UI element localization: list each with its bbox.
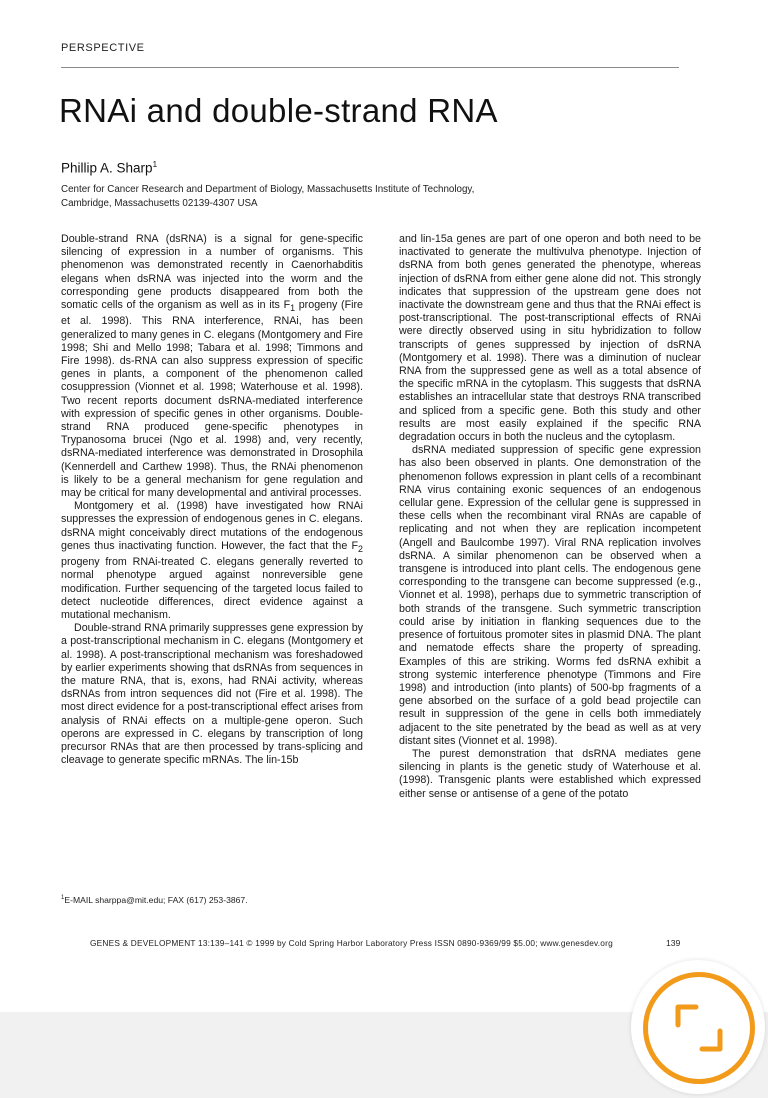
footnote-marker: 1 [61, 895, 65, 902]
affiliation-line-2: Cambridge, Massachusetts 02139-4307 USA [61, 197, 258, 209]
expand-button[interactable] [631, 960, 765, 1094]
body-column-right [399, 233, 701, 801]
body-paragraph: The purest demonstration that dsRNA mediates gene silencing in plants is the genetic study of Waterhouse et al. (1998). Transgenic plants were established which expressed either sense or antisense of a gene of the potato [399, 747, 701, 800]
affiliation-line-1: Center for Cancer Research and Department of Biology, Massachusetts Institute of Technology, [61, 184, 475, 195]
author-line [61, 160, 157, 176]
expand-corners-icon [672, 1001, 726, 1055]
body-paragraph: and lin-15a genes are part of one operon and both need to be inactivated to generate the multivulva phenotype. Injection of dsRNA from both genes generated the phenotype, whereas injection of dsRNA from either gene alone did not. This strongly indicates that suppression of the upstream gene does not inactivate the downstream gene and thus that the RNAi effect is post-transcriptional. The post-transcriptional effects of RNAi were directly observed using in situ hybridization to follow transcripts of genes suppressed by injection of dsRNA (Montgomery et al. 1998). There was a diminution of nuclear RNA from the suppressed gene as well as a total absence of the specific mRNA in the cytoplasm. This suggests that dsRNA establishes an intracellular state that destroys RNA transcribed and spliced from a specific gene. Both this study and other results are most easily explained if the specific RNA degradation occurs in both the nucleus and the cytoplasm. [399, 233, 701, 444]
journal-citation: GENES & DEVELOPMENT 13:139–141 © 1999 by Cold Spring Harbor Laboratory Press ISSN 0890-9369/99 $5.00; www.genesdev.org [90, 938, 613, 948]
author-note-marker: 1 [152, 160, 158, 169]
body-paragraph: Montgomery et al. (1998) have investigated how RNAi suppresses the expression of endogenous genes in C. elegans. dsRNA might conceivably direct mutations of the endogenous genes thus inactivating function. However, the fact that the $F_2$ progeny from RNAi-treated C. elegans generally reverted to normal phenotype argued against nonreversible gene modification. Further sequencing of the targeted locus failed to detect nucleotide differences, direct evidence against a mutational mechanism. [61, 500, 363, 621]
body-column-left [61, 233, 363, 767]
footnote [61, 895, 248, 905]
expand-button-ring [643, 972, 755, 1084]
article-title: RNAi and double-strand RNA [59, 92, 498, 129]
body-paragraph: Double-strand RNA primarily suppresses gene expression by a post-transcriptional mechanism in C. elegans (Montgomery et al. 1998). A post-transcriptional mechanism was foreshadowed by earlier experiments showing that dsRNAs from sequences in the mature RNA, that is, exons, had RNAi activity, whereas dsRNAs from intron sequences did not (Fire et al. 1998). The most direct evidence for a post-transcriptional effect arises from analysis of RNAi effects on a multiple-gene operon. Such operons are expressed in C. elegans by transcription of long precursor RNAs that are then processed by trans-splicing and cleavage to generate specific mRNAs. The lin-15b [61, 622, 363, 767]
author-name: Phillip A. Sharp [61, 160, 153, 176]
header-rule [61, 67, 679, 68]
affiliation [61, 183, 581, 210]
body-paragraph: dsRNA mediated suppression of specific gene expression has also been observed in plants. One demonstration of the phenomenon follows expression in plant cells of a recombinant RNA virus containing exonic sequences of an endogenous cellular gene. Expression of the cellular gene is suppressed in these cells when the recombinant viral RNAs are capable of replicating and not when they are replication incompetent (Angell and Baulcombe 1997). Viral RNA replication involves dsRNA. A similar phenomenon can be observed when a transgene is introduced into plant cells. The endogenous gene corresponding to the transgene can become suppressed (e.g., Vionnet et al. 1998), perhaps due to symmetric transcription of both strands of the transgene. Such symmetric transcription could arise by initiation in flanking sequences due to the presence of fortuitous promoter sites in plasmid DNA. The plant and nematode effects share the property of spreading. Examples of this are striking. Worms fed dsRNA exhibit a strong systemic interference phenotype (Timmons and Fire 1998) and introduction (into plants) of 500-bp fragments of a gene absorbed on the surface of a gold bead projectile can result in suppression of the gene in cells both immediately adjacent to the site penetrated by the bead as well as at very distant sites (Vionnet et al. 1998). [399, 444, 701, 747]
section-label: PERSPECTIVE [61, 42, 145, 54]
page-number: 139 [666, 938, 681, 948]
footnote-text: E-MAIL sharppa@mit.edu; FAX (617) 253-3867. [64, 895, 248, 905]
body-paragraph: Double-strand RNA (dsRNA) is a signal for gene-specific silencing of expression in a number of organisms. This phenomenon was demonstrated recently in Caenorhabditis elegans when dsRNA was injected into the worm and the corresponding gene products disappeared from both the somatic cells of the organism as well as in its $F_1$ progeny (Fire et al. 1998). This RNA interference, RNAi, has been generalized to many genes in C. elegans (Montgomery and Fire 1998; Shi and Mello 1998; Tabara et al. 1998; Timmons and Fire 1998). ds-RNA can also suppress expression of specific genes in plants, a component of the phenomenon called cosuppression (Vionnet et al. 1998; Waterhouse et al. 1998). Two recent reports document dsRNA-mediated interference with expression of specific genes in other organisms. Double-strand RNA produced gene-specific phenotypes in Trypanosoma brucei (Ngo et al. 1998) and, very recently, dsRNA-mediated interference was demonstrated in Drosophila (Kennerdell and Carthew 1998). Thus, the RNAi phenomenon is likely to be a general mechanism for gene regulation and may be critical for many developmental and antiviral processes. [61, 233, 363, 499]
